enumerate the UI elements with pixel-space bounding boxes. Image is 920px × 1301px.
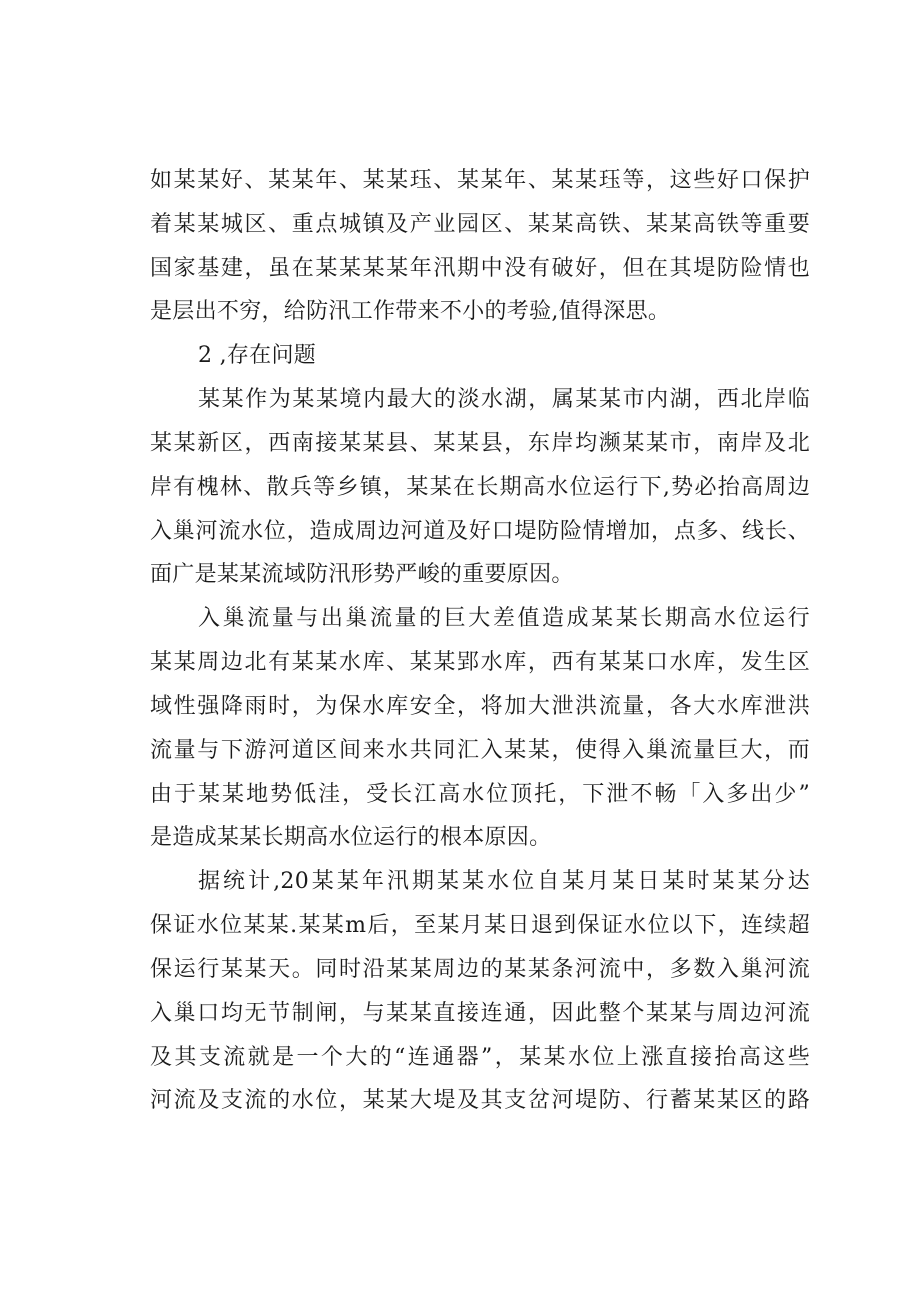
text-line: 入巢河流水位，造成周边河道及好口堤防险情增加，点多、线长、 <box>150 519 810 544</box>
text-line: 据统计,20某某年汛期某某水位自某月某日某时某某分达 <box>198 869 810 894</box>
text-line: 如某某好、某某年、某某珏、某某年、某某珏等，这些好口保护 <box>150 168 810 193</box>
section-heading: 2 ,存在问题 <box>198 343 317 368</box>
text-line: 域性强降雨时，为保水库安全，将加大泄洪流量，各大水库泄洪 <box>150 694 810 719</box>
text-line: 岸有槐林、散兵等乡镇，某某在长期高水位运行下,势必抬高周边 <box>150 475 810 500</box>
text-line: 河流及支流的水位，某某大堤及其支岔河堤防、行蓄某某区的路 <box>150 1088 810 1113</box>
text-line: 保证水位某某.某某m后，至某月某日退到保证水位以下，连续超 <box>150 913 810 938</box>
text-line: 及其支流就是一个大的“连通器”，某某水位上涨直接抬高这些 <box>150 1045 810 1070</box>
text-line: 是层出不穷，给防汛工作带来不小的考验,值得深思。 <box>150 299 671 324</box>
text-line: 由于某某地势低洼，受长江高水位顶托，下泄不畅「入多出少” <box>150 782 810 807</box>
text-line: 入巢口均无节制闸，与某某直接连通，因此整个某某与周边河流 <box>150 1001 810 1026</box>
text-line: 某某作为某某境内最大的淡水湖，属某某市内湖，西北岸临 <box>198 387 810 412</box>
text-line: 国家基建，虽在某某某某年汛期中没有破好，但在其堤防险情也 <box>150 256 810 281</box>
text-line: 某某周边北有某某水库、某某郢水库，西有某某口水库，发生区 <box>150 650 810 675</box>
text-line: 面广是某某流域防汛形势严峻的重要原因。 <box>150 562 574 587</box>
text-line: 流量与下游河道区间来水共同汇入某某，使得入巢流量巨大，而 <box>150 738 810 763</box>
text-line: 某某新区，西南接某某县、某某县，东岸均濒某某市，南岸及北 <box>150 431 810 456</box>
text-line: 着某某城区、重点城镇及产业园区、某某高铁、某某高铁等重要 <box>150 212 810 237</box>
text-line: 保运行某某天。同时沿某某周边的某某条河流中，多数入巢河流 <box>150 957 810 982</box>
text-line: 是造成某某长期高水位运行的根本原因。 <box>150 825 552 850</box>
text-line: 入巢流量与出巢流量的巨大差值造成某某长期高水位运行 <box>198 606 810 631</box>
